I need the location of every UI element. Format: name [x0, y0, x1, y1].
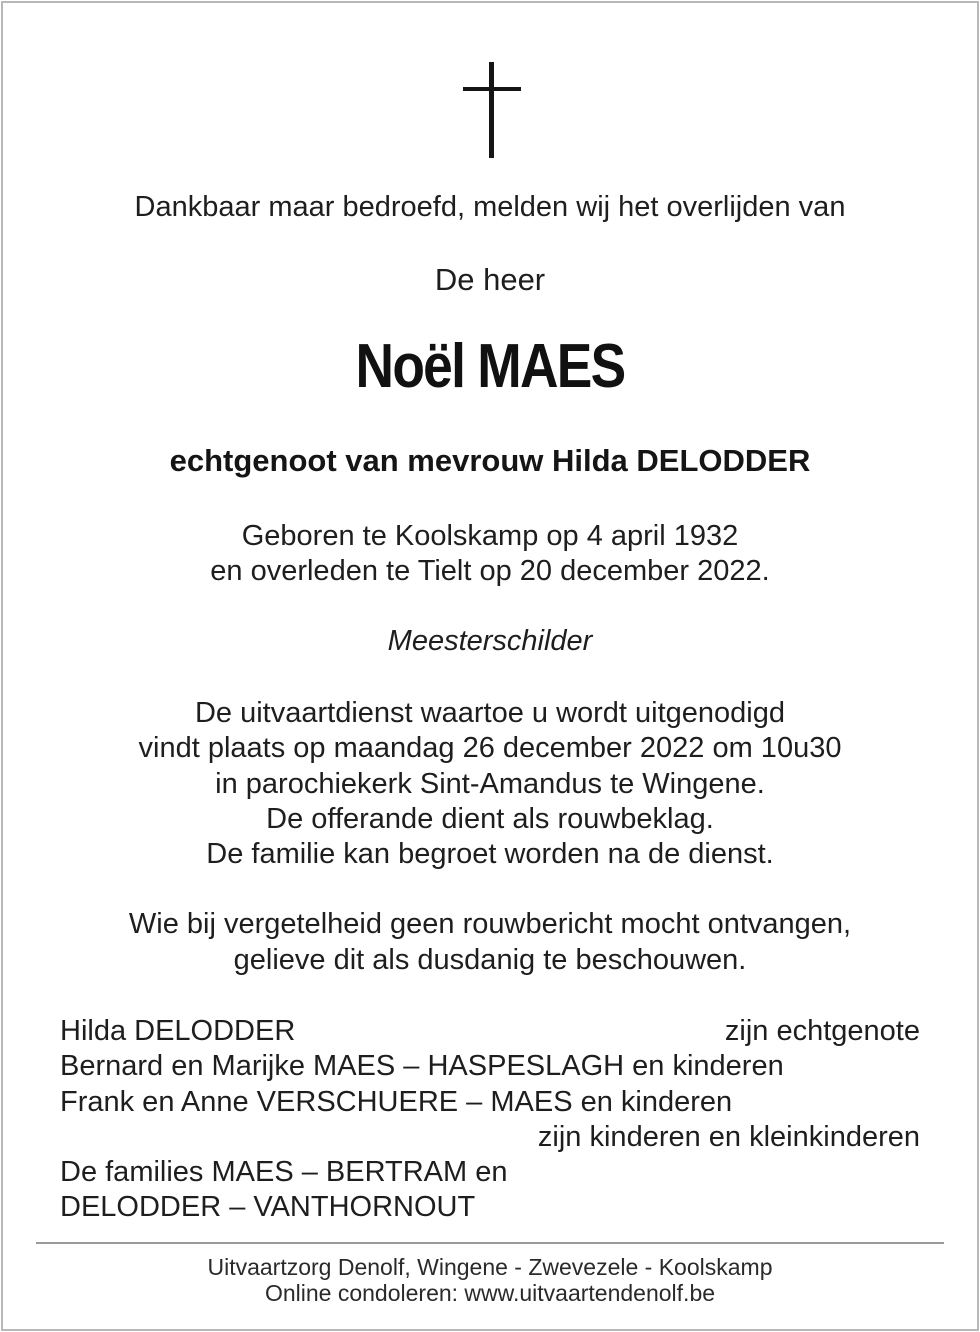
service-line: in parochiekerk Sint-Amandus te Wingene.: [215, 768, 765, 800]
cross-icon: [463, 62, 521, 158]
service-line: vindt plaats op maandag 26 december 2022 om 10u30: [138, 732, 842, 764]
service-line: De offerande dient als rouwbeklag.: [266, 803, 714, 835]
funeral-home-line: Uitvaartzorg Denolf, Wingene - Zwevezele - Koolskamp: [207, 1254, 773, 1280]
family-children-role: zijn kinderen en kleinkinderen: [537, 1121, 920, 1153]
family-children-line: Bernard en Marijke MAES – HASPESLAGH en kinderen: [60, 1050, 784, 1082]
online-condolence-line: Online condoleren: www.uitvaartendenolf.be: [264, 1280, 716, 1306]
service-line: De uitvaartdienst waartoe u wordt uitgenodigd: [194, 697, 786, 729]
service-line: De familie kan begroet worden na de dienst.: [206, 838, 774, 870]
family-spouse-name: Hilda DELODDER: [60, 1015, 296, 1047]
birth-line: Geboren te Koolskamp op 4 april 1932: [241, 520, 739, 552]
footer-divider: [36, 1242, 944, 1244]
death-line: en overleden te Tielt op 20 december 2022.: [210, 555, 770, 587]
family-families-line: De families MAES – BERTRAM en: [60, 1156, 508, 1188]
salutation: De heer: [434, 262, 546, 297]
family-spouse-role: zijn echtgenote: [724, 1015, 920, 1047]
notice-line: gelieve dit als dusdanig te beschouwen.: [233, 944, 747, 976]
family-families-line: DELODDER – VANTHORNOUT: [60, 1191, 476, 1223]
spouse-line: echtgenoot van mevrouw Hilda DELODDER: [169, 443, 811, 478]
family-children-line: Frank en Anne VERSCHUERE – MAES en kinderen: [60, 1086, 733, 1118]
profession: Meesterschilder: [387, 625, 593, 657]
deceased-name: Noël MAES: [355, 332, 625, 401]
intro-text: Dankbaar maar bedroefd, melden wij het overlijden van: [134, 191, 846, 223]
notice-line: Wie bij vergetelheid geen rouwbericht mocht ontvangen,: [128, 908, 852, 940]
